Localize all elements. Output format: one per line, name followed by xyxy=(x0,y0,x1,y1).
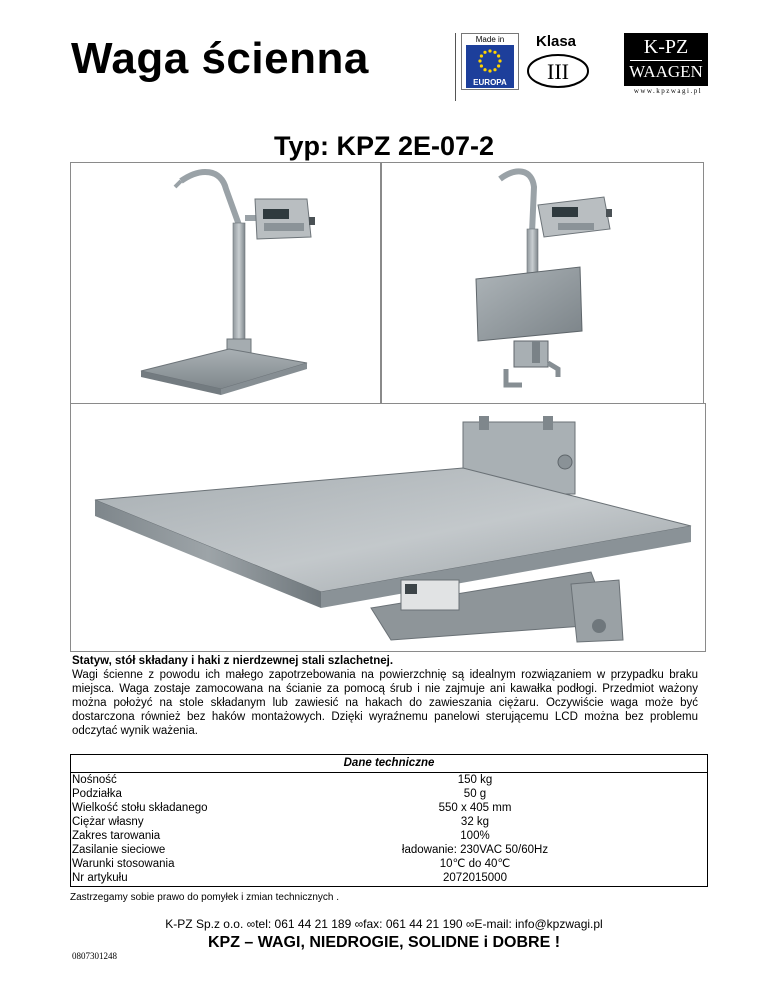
photo-stand-scale xyxy=(70,162,381,404)
eu-stars-icon xyxy=(466,45,514,77)
europa-text: EUROPA xyxy=(466,77,514,88)
table-row xyxy=(71,857,707,871)
header-divider xyxy=(455,33,456,101)
table-row xyxy=(71,843,707,857)
spec-label: Ciężar własny xyxy=(72,816,144,828)
made-in-europe-logo xyxy=(461,33,519,90)
brand-name-bottom: WAAGEN xyxy=(629,62,703,81)
contact-line: K-PZ Sp.z o.o. ∞tel: 061 44 21 189 ∞fax: 061 44 21 190 ∞E-mail: info@kpzwagi.pl xyxy=(165,917,603,931)
slogan: KPZ – WAGI, NIEDROGIE, SOLIDNE i DOBRE ! xyxy=(207,934,561,951)
spec-label: Nr artykułu xyxy=(72,872,128,884)
disclaimer: Zastrzegamy sobie prawo do pomyłek i zmian technicznych . xyxy=(70,892,340,903)
page-title: Waga ścienna xyxy=(71,34,369,83)
accuracy-class-badge xyxy=(526,53,590,89)
photo-folding-table xyxy=(70,403,706,652)
specs-table xyxy=(70,754,708,887)
kpz-waagen-logo xyxy=(624,33,708,86)
spec-label: Zakres tarowania xyxy=(72,830,161,842)
table-row xyxy=(71,787,707,801)
document-number: 0807301248 xyxy=(72,951,117,961)
brand-name-top: K-PZ xyxy=(643,36,689,58)
klasa-label: Klasa xyxy=(536,33,577,50)
product-description: Wagi ścienne z powodu ich małego zapotrzebowania na powierzchnię są idealnym rozwiązaniem w przypadku braku miejsca. Waga zostaje zamocowana na ścianie za pomocą śrub i nie zajmuje ani kawałka podłogi. Przedmiot ważony można położyć na stole składanym lub zawiesić na hakach do zawieszania ciężaru. Oczywiście waga może być dostarczona również bez haków montażowych. Dzięki wyraźnemu panelowi sterującemu LCD można bez problemu odczytać wynik ważenia. xyxy=(72,669,698,737)
spec-label: Wielkość stołu składanego xyxy=(72,802,208,814)
material-subtitle: Statyw, stół składany i haki z nierdzewnej stali szlachetnej. xyxy=(72,655,394,667)
brand-url: www.kpzwagi.pl xyxy=(633,87,703,95)
table-row xyxy=(71,773,707,787)
spec-value: 100% xyxy=(460,830,490,842)
spec-value: 150 kg xyxy=(457,774,493,786)
spec-value: 50 g xyxy=(463,788,487,800)
specs-title: Dane techniczne xyxy=(343,757,435,769)
spec-label: Zasilanie sieciowe xyxy=(72,844,166,856)
table-row xyxy=(71,871,707,885)
klasa-value: III xyxy=(547,59,569,84)
spec-value: ładowanie: 230VAC 50/60Hz xyxy=(401,844,549,856)
table-row xyxy=(71,801,707,815)
photo-wall-scale-hooks xyxy=(381,162,704,404)
brand-divider xyxy=(630,60,702,61)
table-row xyxy=(71,829,707,843)
made-in-text: Made in xyxy=(475,35,505,44)
spec-label: Nośność xyxy=(72,774,117,786)
spec-value: 10℃ do 40℃ xyxy=(439,858,511,870)
table-row xyxy=(71,815,707,829)
spec-value: 32 kg xyxy=(460,816,490,828)
model-heading: Typ: KPZ 2E-07-2 xyxy=(273,131,495,161)
spec-value: 2072015000 xyxy=(443,872,507,884)
spec-label: Podziałka xyxy=(72,788,122,800)
spec-label: Warunki stosowania xyxy=(72,858,175,870)
spec-value: 550 x 405 mm xyxy=(438,802,512,814)
